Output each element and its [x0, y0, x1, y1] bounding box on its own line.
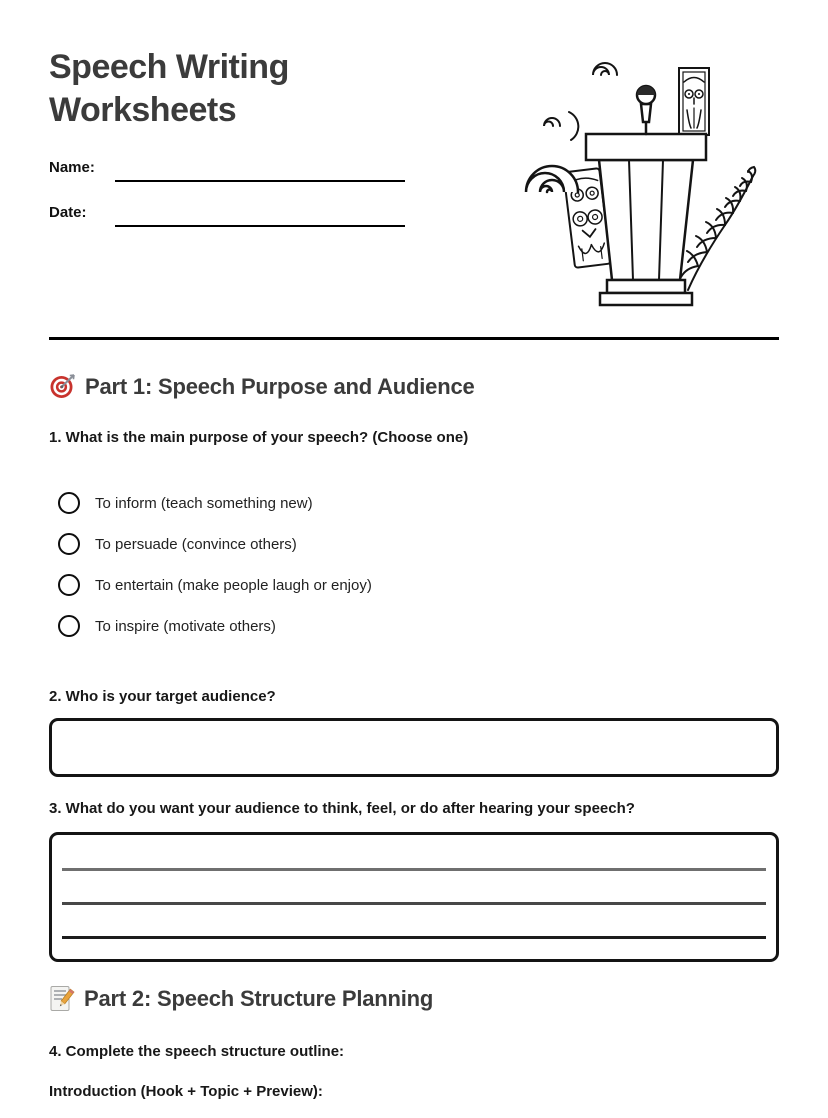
microphone-icon: [637, 86, 655, 134]
podium-microphone-drawing: [512, 42, 780, 310]
part2-heading: [49, 985, 433, 1012]
page-title: Speech Writing Worksheets: [49, 48, 289, 129]
writing-line: [62, 902, 766, 905]
option-to-inspire[interactable]: [58, 615, 372, 637]
date-row: [49, 203, 405, 227]
question-2-answer-box[interactable]: [49, 718, 779, 777]
radio-icon[interactable]: [58, 574, 80, 596]
part1-heading: [49, 373, 475, 400]
writing-line: [62, 868, 766, 871]
introduction-outline-label: Introduction (Hook + Topic + Preview):: [49, 1083, 323, 1100]
radio-icon[interactable]: [58, 533, 80, 555]
option-label: To entertain (make people laugh or enjoy): [95, 576, 372, 594]
option-label: To inform (teach something new): [95, 494, 313, 512]
date-label: Date:: [49, 204, 87, 221]
option-label: To inspire (motivate others): [95, 617, 276, 635]
large-koru-spiral: [526, 166, 578, 192]
question-3-label: 3. What do you want your audience to think, feel, or do after hearing your speech?: [49, 800, 635, 817]
part1-heading-text: Part 1: Speech Purpose and Audience: [85, 373, 475, 399]
part2-heading-text: Part 2: Speech Structure Planning: [84, 985, 434, 1011]
question-2-label: 2. Who is your target audience?: [49, 688, 276, 705]
right-carved-post: [679, 68, 709, 135]
name-label: Name:: [49, 159, 95, 176]
purpose-options: [58, 492, 372, 656]
section-divider: [49, 337, 779, 340]
option-to-persuade[interactable]: [58, 533, 372, 555]
fern-frond-icon: [681, 167, 755, 290]
dartboard-target-icon: [49, 373, 76, 400]
small-koru-spirals: [544, 63, 617, 140]
option-to-inform[interactable]: [58, 492, 372, 514]
memo-pencil-icon: [49, 985, 75, 1012]
option-label: To persuade (convince others): [95, 535, 297, 553]
question-4-label: 4. Complete the speech structure outline:: [49, 1043, 345, 1060]
date-input-line[interactable]: [115, 203, 405, 227]
radio-icon[interactable]: [58, 492, 80, 514]
name-input-line[interactable]: [115, 158, 405, 182]
name-row: [49, 158, 405, 182]
question-3-answer-box[interactable]: [49, 832, 779, 962]
podium-illustration: [512, 42, 780, 310]
radio-icon[interactable]: [58, 615, 80, 637]
writing-line: [62, 936, 766, 939]
option-to-entertain[interactable]: [58, 574, 372, 596]
question-1-label: 1. What is the main purpose of your speech? (Choose one): [49, 429, 469, 446]
